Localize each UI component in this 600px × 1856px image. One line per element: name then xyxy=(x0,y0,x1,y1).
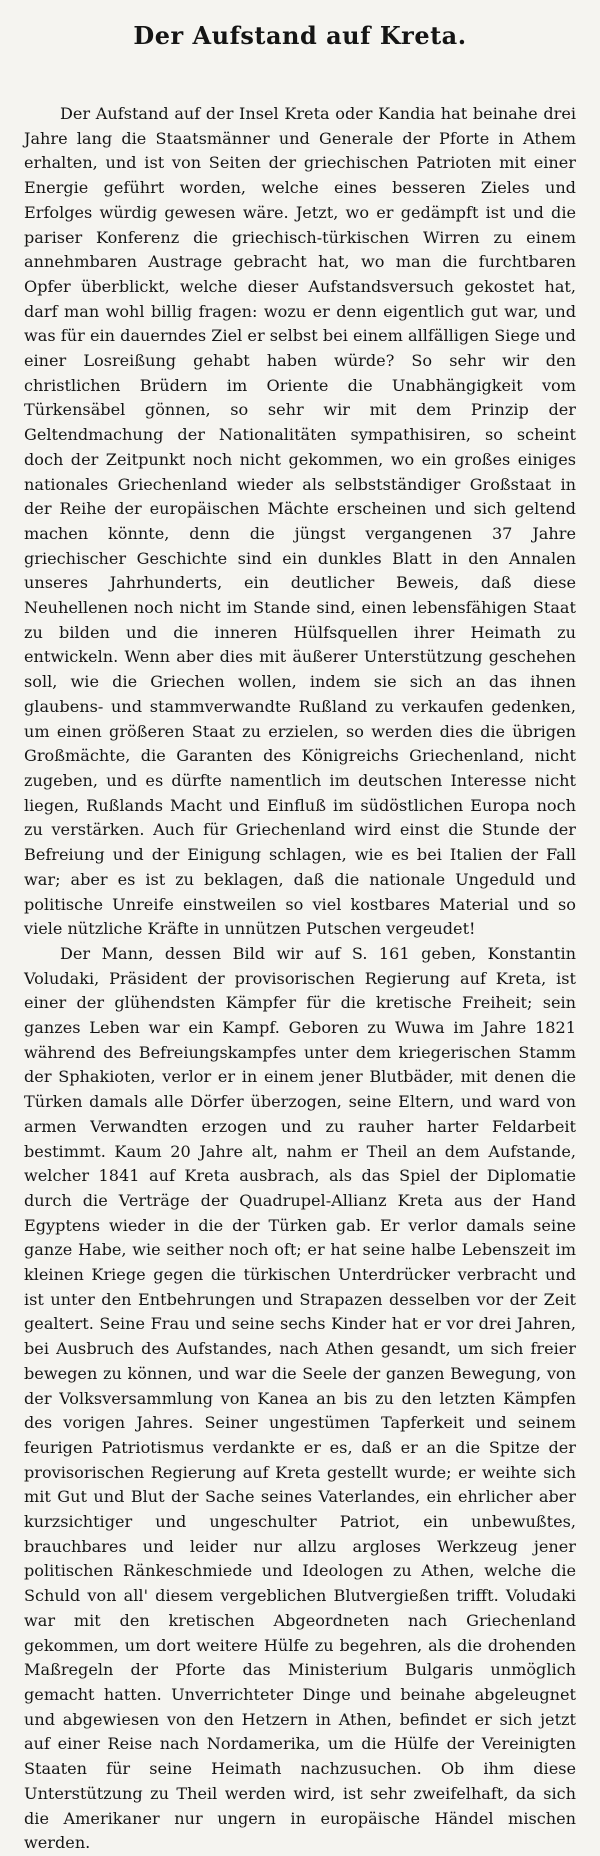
article-paragraph-1: Der Aufstand auf der Insel Kreta oder Kandia hat beinahe drei Jahre lang die Staatsmänner und Generale der Pforte in Athem erhalten, und ist von Seiten der griechischen Patrioten mit einer Energie geführt worden, welche eines besseren Zieles und Erfolges würdig gewesen wäre. Jetzt, wo er gedämpft ist und die pariser Konferenz die griechisch-türkischen Wirren zu einem annehmbaren Austrage gebracht hat, wo man die furchtbaren Opfer überblickt, welche dieser Aufstandsversuch gekostet hat, darf man wohl billig fragen: wozu er denn eigentlich gut war, und was für ein dauerndes Ziel er selbst bei einem allfälligen Siege und einer Losreißung gehabt haben würde? So sehr wir den christlichen Brüdern im Oriente die Unabhängigkeit vom Türkensäbel gönnen, so sehr wir mit dem Prinzip der Geltendmachung der Nationalitäten sympathisiren, so scheint doch der Zeitpunkt noch nicht gekommen, wo ein großes einiges nationales Griechenland wieder als selbstständiger Großstaat in der Reihe der europäischen Mächte erscheinen und sich geltend machen könnte, denn die jüngst vergangenen 37 Jahre griechischer Geschichte sind ein dunkles Blatt in den Annalen unseres Jahrhunderts, ein deutlicher Beweis, daß diese Neuhellenen noch nicht im Stande sind, einen lebensfähigen Staat zu bilden und die inneren Hülfsquellen ihrer Heimath zu entwickeln. Wenn aber dies mit äußerer Unterstützung geschehen soll, wie die Griechen wollen, indem sie sich an das ihnen glaubens- und stammverwandte Rußland zu verkaufen gedenken, um einen größeren Staat zu erzielen, so werden dies die übrigen Großmächte, die Garanten des Königreichs Griechenland, nicht zugeben, und es dürfte namentlich im deutschen Interesse nicht liegen, Rußlands Macht und Einfluß im südöstlichen Europa noch zu verstärken. Auch für Griechenland wird einst die Stunde der Befreiung und der Einigung schlagen, wie es bei Italien der Fall war; aber es ist zu beklagen, daß die nationale Ungeduld und politische Unreife einstweilen so viel kostbares Material und so viele nützliche Kräfte in unnützen Putschen vergeudet! xyxy=(24,104,576,939)
article-title: Der Aufstand auf Kreta. xyxy=(133,21,467,50)
article-paragraph-2: Der Mann, dessen Bild wir auf S. 161 geben, Konstantin Voludaki, Präsident der provisorischen Regierung auf Kreta, ist einer der glühendsten Kämpfer für die kretische Freiheit; sein ganzes Leben war ein Kampf. Geboren zu Wuwa im Jahre 1821 während des Befreiungskampfes unter dem kriegerischen Stamm der Sphakioten, verlor er in einem jener Blutbäder, mit denen die Türken damals alle Dörfer überzogen, seine Eltern, und ward von armen Verwandten erzogen und zu rauher harter Feldarbeit bestimmt. Kaum 20 Jahre alt, nahm er Theil an dem Aufstande, welcher 1841 auf Kreta ausbrach, als das Spiel der Diplomatie durch die Verträge der Quadrupel-Allianz Kreta aus der Hand Egyptens wieder in die der Türken gab. Er verlor damals seine ganze Habe, wie seither noch oft; er hat seine halbe Lebenszeit im kleinen Kriege gegen die türkischen Unterdrücker verbracht und ist unter den Entbehrungen und Strapazen desselben vor der Zeit gealtert. Seine Frau und seine sechs Kinder hat er vor drei Jahren, bei Ausbruch des Aufstandes, nach Athen gesandt, um sich freier bewegen zu können, und war die Seele der ganzen Bewegung, von der Volksversammlung von Kanea an bis zu den letzten Kämpfen des vorigen Jahres. Seiner ungestümen Tapferkeit und seinem feurigen Patriotismus verdankte er es, daß er an die Spitze der provisorischen Regierung auf Kreta gestellt wurde; er weihte sich mit Gut und Blut der Sache seines Vaterlandes, ein ehrlicher aber kurzsichtiger und ungeschulter Patriot, ein unbewußtes, brauchbares und leider nur allzu argloses Werkzeug jener politischen Ränkeschmiede und Ideologen zu Athen, welche die Schuld von all' diesem vergeblichen Blutvergießen trifft. Voludaki war mit den kretischen Abgeordneten nach Griechenland gekommen, um dort weitere Hülfe zu begehren, als die drohenden Maßregeln der Pforte das Ministerium Bulgaris unmöglich gemacht hatten. Unverrichteter Dinge und beinahe abgeleugnet und abgewiesen von den Hetzern in Athen, befindet er sich jetzt auf einer Reise nach Nordamerika, um die Hülfe der Vereinigten Staaten für seine Heimath nachzusuchen. Ob ihm diese Unterstützung zu Theil werden wird, ist sehr zweifelhaft, da sich die Amerikaner nur ungern in europäische Händel mischen werden. xyxy=(24,943,576,1853)
